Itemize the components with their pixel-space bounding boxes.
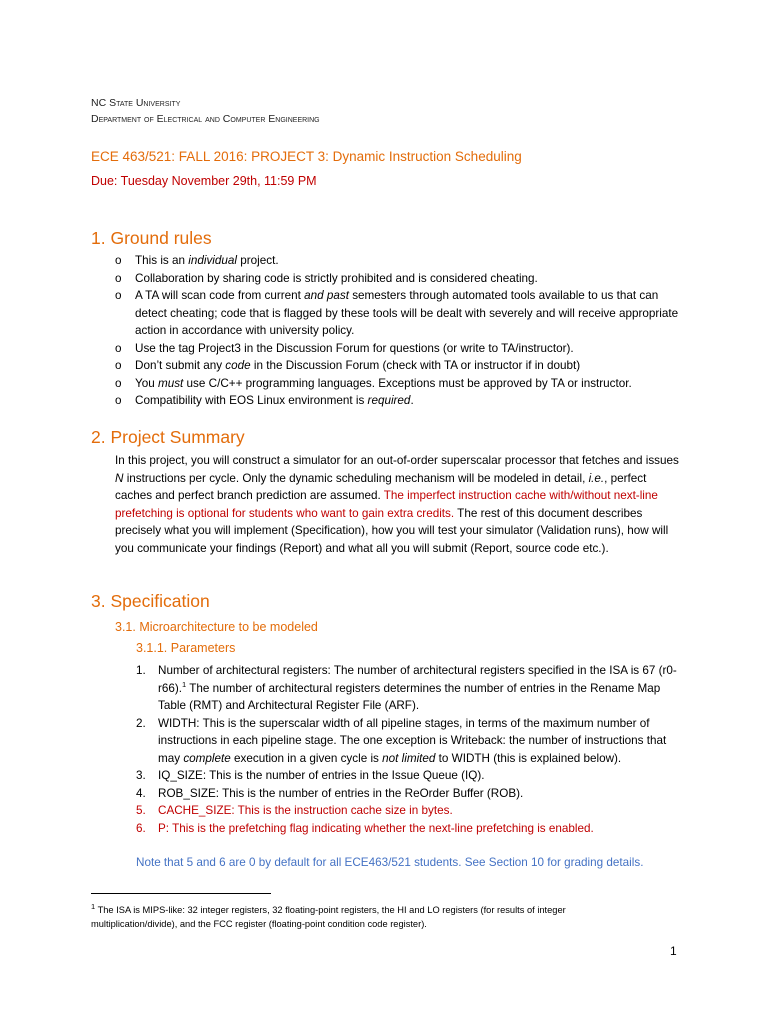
- subsubsection-heading-parameters: 3.1.1. Parameters: [136, 641, 236, 655]
- section-heading-ground-rules: 1. Ground rules: [91, 228, 212, 248]
- section-heading-project-summary: 2. Project Summary: [91, 427, 245, 447]
- document-title: [91, 149, 522, 164]
- list-item: o Use the tag Project3 in the Discussion Forum for questions (or write to TA/instructor).: [115, 341, 574, 355]
- list-item: 2. WIDTH: This is the superscalar width of all pipeline stages, in terms of the maximum number of instructions in each pipeline stage. The one exception is Writeback: the number of instructions that may complete execution in a given cycle is not limited to WIDTH (this is explained below).: [136, 716, 667, 765]
- university-name: NC State University: [91, 97, 181, 109]
- footnote-divider: [91, 893, 271, 894]
- list-item: 1. Number of architectural registers: The number of architectural registers specified in the ISA is 67 (r0-r66).$^1$ The number of architectural registers determines the number of entries in the Rename Map Table (RMT) and Architectural Register File (ARF).: [136, 664, 677, 712]
- list-item: o Don’t submit any code in the Discussion Forum (check with TA or instructor if in doubt): [115, 359, 581, 372]
- ground-rules-list: [115, 252, 680, 410]
- due-date: Due: Tuesday November 29th, 11:59 PM: [91, 174, 317, 188]
- page-number: 1: [670, 944, 677, 958]
- title-prefix: ECE 463/521: FALL 2016: PROJECT 3:: [91, 149, 333, 164]
- footnote-ref: 1: [182, 679, 187, 689]
- list-item: 6. P: This is the prefetching flag indicating whether the next-line prefetching is enabled.: [136, 821, 594, 835]
- letterhead: [91, 95, 320, 127]
- department-name: Department of Electrical and Computer Engineering: [91, 113, 320, 125]
- list-item: 4. ROB_SIZE: This is the number of entries in the ReOrder Buffer (ROB).: [136, 786, 524, 800]
- parameters-list: [136, 662, 684, 837]
- list-item: o A TA will scan code from current and past semesters through automated tools available to us that can detect cheating; code that is flagged by these tools will be dealt with severely and will receive appropriate action in accordance with university policy.: [115, 289, 679, 337]
- list-item: o This is an individual project.: [115, 254, 279, 267]
- list-item: 3. IQ_SIZE: This is the number of entries in the Issue Queue (IQ).: [136, 769, 485, 782]
- section-heading-specification: 3. Specification: [91, 591, 210, 611]
- subsection-heading-microarchitecture: 3.1. Microarchitecture to be modeled: [115, 620, 318, 634]
- grading-note: Note that 5 and 6 are 0 by default for all ECE463/521 students. See Section 10 for grading details.: [136, 856, 644, 869]
- footnote: $^1$ The ISA is MIPS-like: 32 integer registers, 32 floating-point registers, the HI and LO registers (for results of integer multiplication/divide), and the FCC register (floating-point condition code register).: [91, 901, 566, 929]
- list-item: o Compatibility with EOS Linux environment is required.: [115, 394, 414, 407]
- project-name: Dynamic Instruction Scheduling: [332, 149, 522, 164]
- list-item: o Collaboration by sharing code is strictly prohibited and is considered cheating.: [115, 271, 538, 285]
- list-item: 5. CACHE_SIZE: This is the instruction cache size in bytes.: [136, 804, 453, 817]
- project-summary-paragraph: In this project, you will construct a simulator for an out-of-order superscalar processor that fetches and issues N instructions per cycle. Only the dynamic scheduling mechanism will be modeled in detail, i.e., perfect caches and perfect branch prediction are assumed. The imperfect instruction cache with/without next-line prefetching is optional for students who want to gain extra credits. The rest of this document describes precisely what you will implement (Specification), how you will test your simulator (Validation runs), how will you communicate your findings (Report) and what all you will submit (Report, source code etc.).: [115, 454, 679, 555]
- list-item: o You must use C/C++ programming languages. Exceptions must be approved by TA or instructor.: [115, 376, 632, 390]
